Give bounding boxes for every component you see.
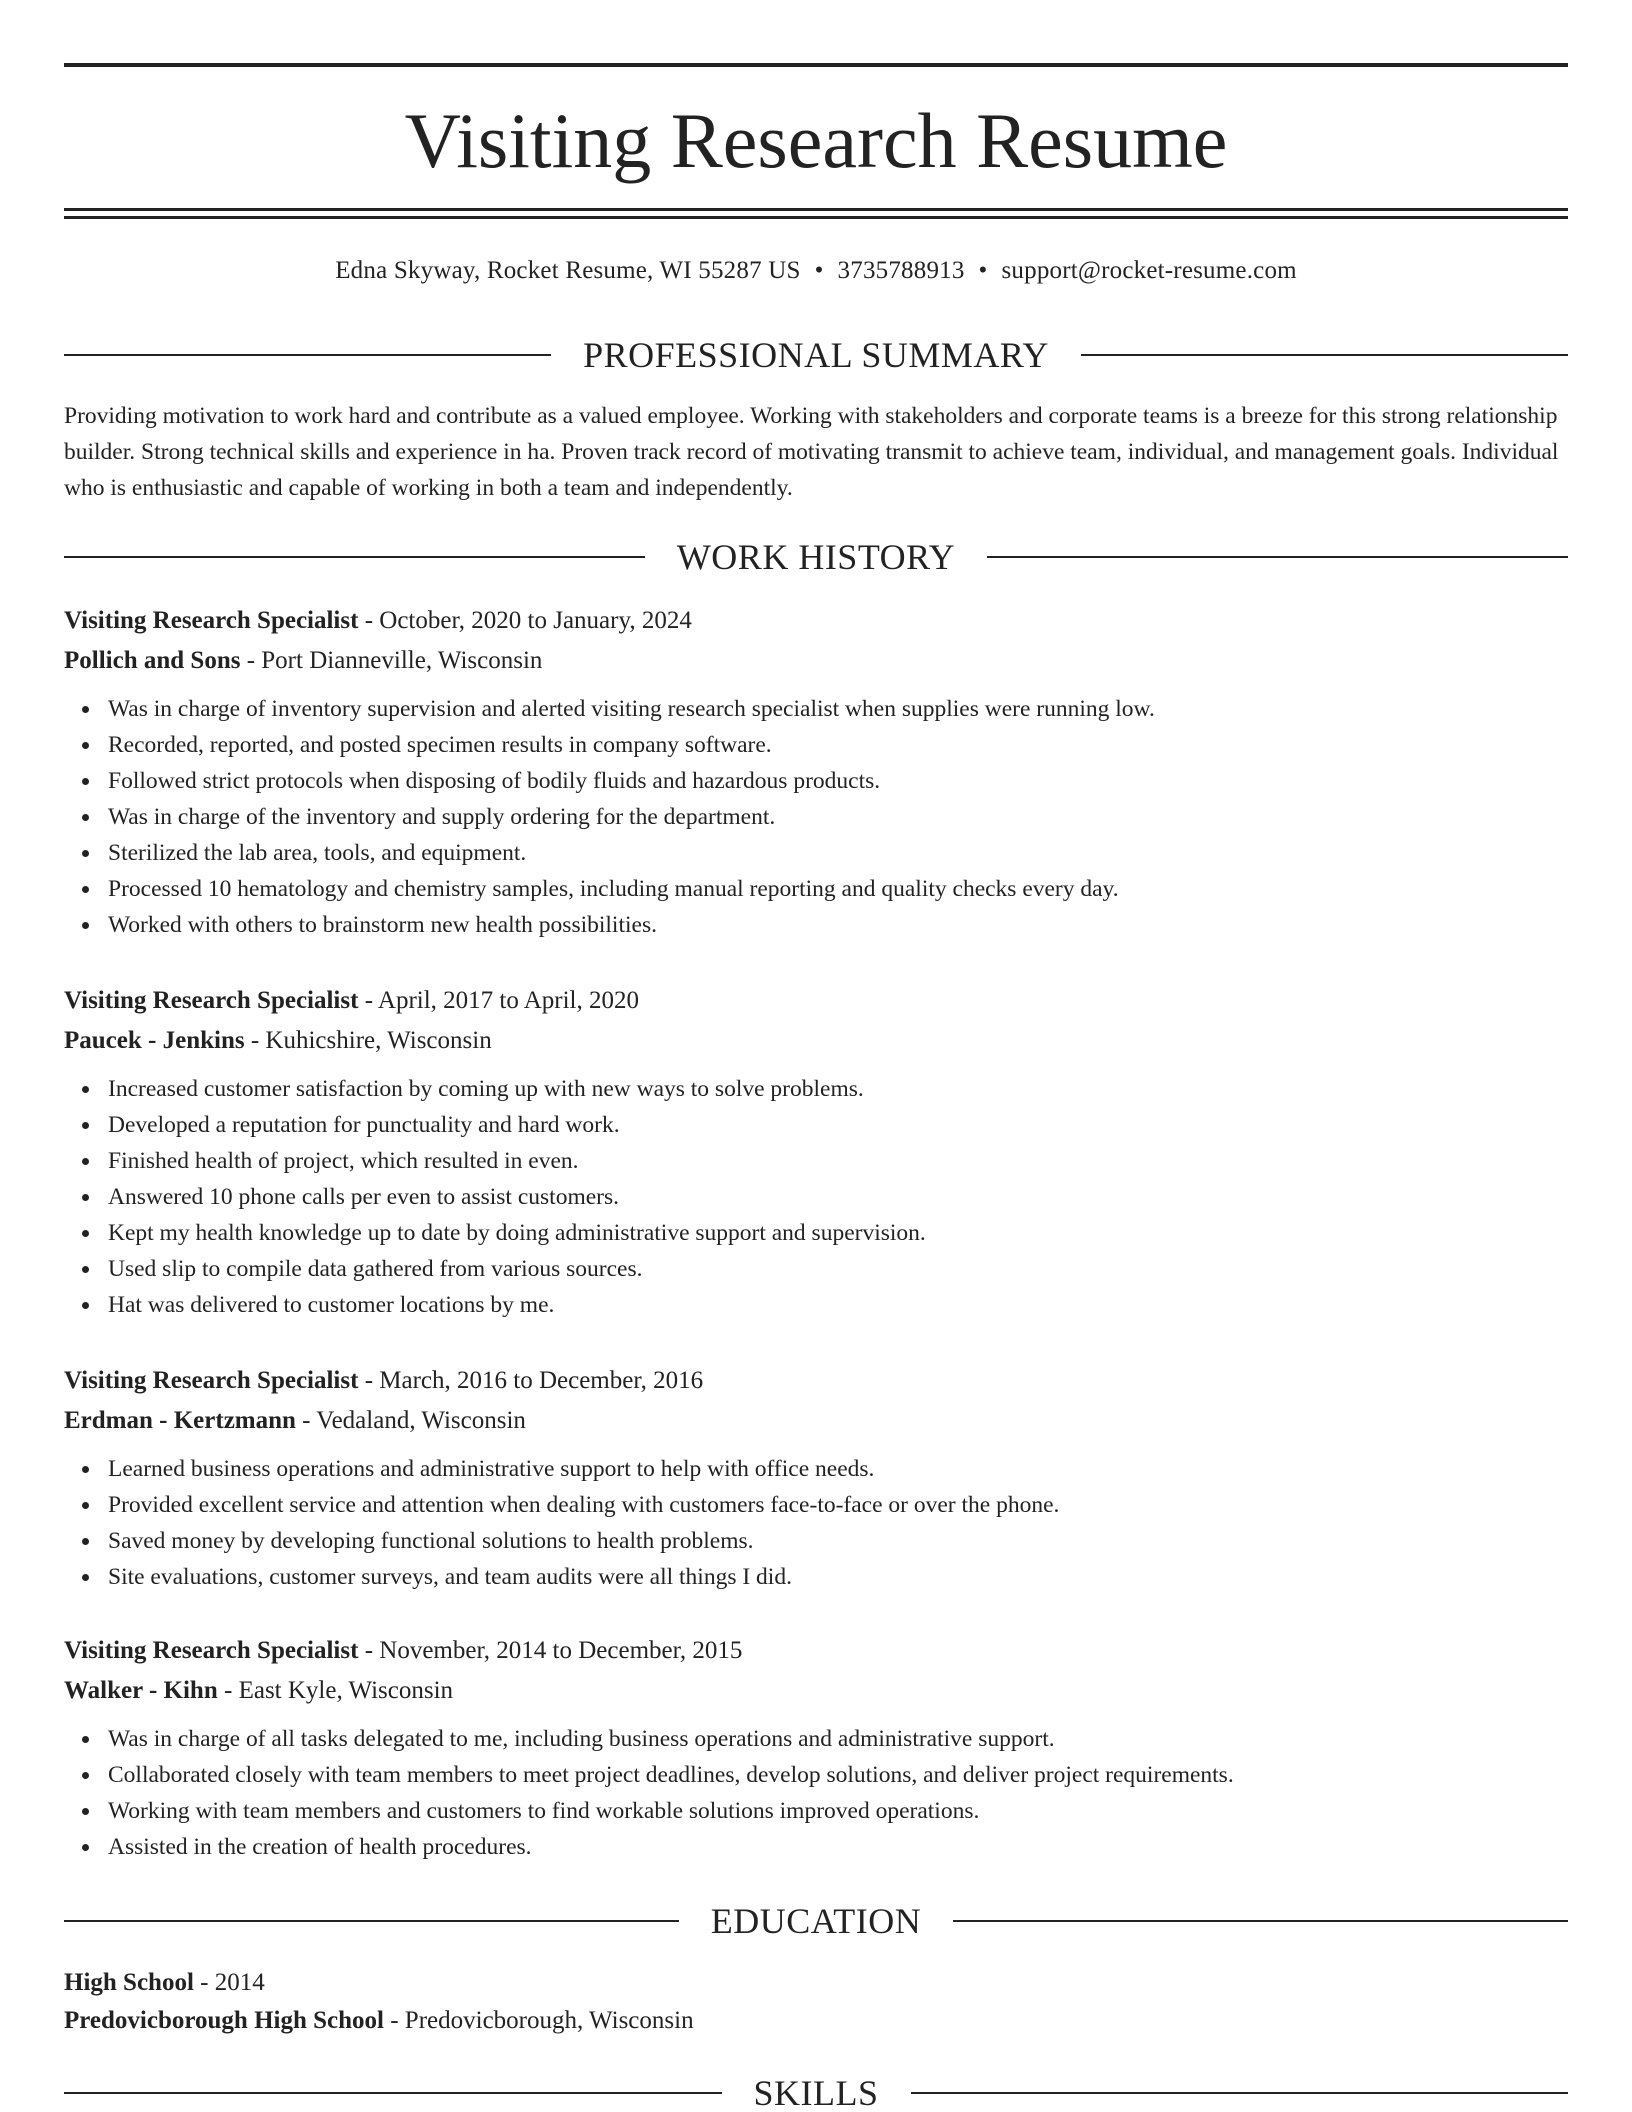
job-company: Paucek - Jenkins xyxy=(64,1027,245,1054)
job-entry xyxy=(64,601,1568,943)
job-title: Visiting Research Specialist xyxy=(64,1637,359,1664)
section-header-education xyxy=(64,1899,1568,1943)
job-location: - Vedaland, Wisconsin xyxy=(295,1407,526,1434)
list-item: Hat was delivered to customer locations by me. xyxy=(108,1287,1568,1323)
list-item: Used slip to compile data gathered from various sources. xyxy=(108,1251,1568,1287)
list-item: Followed strict protocols when disposing of bodily fluids and hazardous products. xyxy=(108,763,1568,799)
list-item: Developed a reputation for punctuality and hard work. xyxy=(108,1107,1568,1143)
list-item: Saved money by developing functional solutions to health problems. xyxy=(108,1523,1568,1559)
list-item: Kept my health knowledge up to date by doing administrative support and supervision. xyxy=(108,1215,1568,1251)
divider-line xyxy=(64,556,645,558)
section-title-summary: PROFESSIONAL SUMMARY xyxy=(583,335,1049,375)
section-title-work: WORK HISTORY xyxy=(676,537,956,577)
divider-line xyxy=(1081,354,1568,356)
top-rule xyxy=(64,63,1568,67)
list-item: Sterilized the lab area, tools, and equipment. xyxy=(108,835,1568,871)
education-location: - Predovicborough, Wisconsin xyxy=(383,2007,694,2034)
section-header-skills xyxy=(64,2071,1568,2112)
list-item: Recorded, reported, and posted specimen results in company software. xyxy=(108,727,1568,763)
contact-separator: • xyxy=(814,257,824,284)
job-bullets xyxy=(64,1451,1568,1595)
divider-line xyxy=(987,556,1568,558)
list-item: Increased customer satisfaction by coming up with new ways to solve problems. xyxy=(108,1071,1568,1107)
education-entry xyxy=(64,1964,1568,2040)
job-company-line xyxy=(64,641,1568,681)
job-company-line xyxy=(64,1401,1568,1441)
list-item: Was in charge of the inventory and supply ordering for the department. xyxy=(108,799,1568,835)
divider-line xyxy=(64,1920,679,1922)
list-item: Working with team members and customers to find workable solutions improved operations. xyxy=(108,1793,1568,1829)
list-item: Learned business operations and administrative support to help with office needs. xyxy=(108,1451,1568,1487)
job-title-line xyxy=(64,981,1568,1021)
contact-address: Edna Skyway, Rocket Resume, WI 55287 US xyxy=(335,257,801,284)
job-entry xyxy=(64,981,1568,1323)
job-location: - Port Dianneville, Wisconsin xyxy=(240,647,543,674)
contact-line xyxy=(64,254,1568,288)
list-item: Collaborated closely with team members to meet project deadlines, develop solutions, and deliver project requirements. xyxy=(108,1757,1568,1793)
section-header-work xyxy=(64,535,1568,579)
job-dates: - March, 2016 to December, 2016 xyxy=(358,1367,704,1394)
job-dates: - April, 2017 to April, 2020 xyxy=(358,987,639,1014)
list-item: Processed 10 hematology and chemistry samples, including manual reporting and quality checks every day. xyxy=(108,871,1568,907)
contact-phone: 3735788913 xyxy=(837,257,965,284)
list-item: Was in charge of inventory supervision and alerted visiting research specialist when supplies were running low. xyxy=(108,691,1568,727)
list-item: Worked with others to brainstorm new health possibilities. xyxy=(108,907,1568,943)
job-company: Erdman - Kertzmann xyxy=(64,1407,296,1434)
page-title: Visiting Research Resume xyxy=(404,97,1228,184)
list-item: Provided excellent service and attention when dealing with customers face-to-face or over the phone. xyxy=(108,1487,1568,1523)
job-title-line xyxy=(64,1631,1568,1671)
job-dates: - October, 2020 to January, 2024 xyxy=(358,607,692,634)
list-item: Was in charge of all tasks delegated to me, including business operations and administrative support. xyxy=(108,1721,1568,1757)
job-title: Visiting Research Specialist xyxy=(64,987,359,1014)
job-company-line xyxy=(64,1671,1568,1711)
divider-line xyxy=(911,2092,1569,2094)
job-title: Visiting Research Specialist xyxy=(64,1367,359,1394)
list-item: Answered 10 phone calls per even to assist customers. xyxy=(108,1179,1568,1215)
education-year: - 2014 xyxy=(193,1969,265,1996)
education-school: Predovicborough High School xyxy=(64,2007,384,2034)
title-underline-2 xyxy=(64,216,1568,219)
job-company: Pollich and Sons xyxy=(64,647,241,674)
list-item: Finished health of project, which resulted in even. xyxy=(108,1143,1568,1179)
section-title-skills: SKILLS xyxy=(753,2073,879,2112)
summary-text: Providing motivation to work hard and contribute as a valued employee. Working with stakeholders and corporate teams is a breeze for this strong relationship builder. Strong technical skills and experience in ha. Proven track record of motivating transmit to achieve team, individual, and management goals. Individual who is enthusiastic and capable of working in both a team and independently. xyxy=(64,403,1559,501)
list-item: Assisted in the creation of health procedures. xyxy=(108,1829,1568,1865)
job-bullets xyxy=(64,691,1568,943)
contact-email[interactable]: support@rocket-resume.com xyxy=(1001,257,1297,284)
job-bullets xyxy=(64,1071,1568,1323)
job-title-line xyxy=(64,601,1568,641)
job-entry xyxy=(64,1361,1568,1595)
divider-line xyxy=(64,354,551,356)
education-degree-line xyxy=(64,1964,1568,2002)
job-dates: - November, 2014 to December, 2015 xyxy=(358,1637,743,1664)
job-company-line xyxy=(64,1021,1568,1061)
list-item: Site evaluations, customer surveys, and team audits were all things I did. xyxy=(108,1559,1568,1595)
job-title-line xyxy=(64,1361,1568,1401)
contact-separator: • xyxy=(978,257,988,284)
job-title: Visiting Research Specialist xyxy=(64,607,359,634)
job-bullets xyxy=(64,1721,1568,1865)
education-degree: High School xyxy=(64,1969,194,1996)
divider-line xyxy=(953,1920,1568,1922)
section-header-summary xyxy=(64,333,1568,377)
job-location: - East Kyle, Wisconsin xyxy=(217,1677,454,1704)
job-entry xyxy=(64,1631,1568,1865)
section-title-education: EDUCATION xyxy=(710,1901,922,1941)
title-underline-1 xyxy=(64,208,1568,211)
job-location: - Kuhicshire, Wisconsin xyxy=(244,1027,492,1054)
divider-line xyxy=(64,2092,722,2094)
education-school-line xyxy=(64,2002,1568,2040)
job-company: Walker - Kihn xyxy=(64,1677,218,1704)
